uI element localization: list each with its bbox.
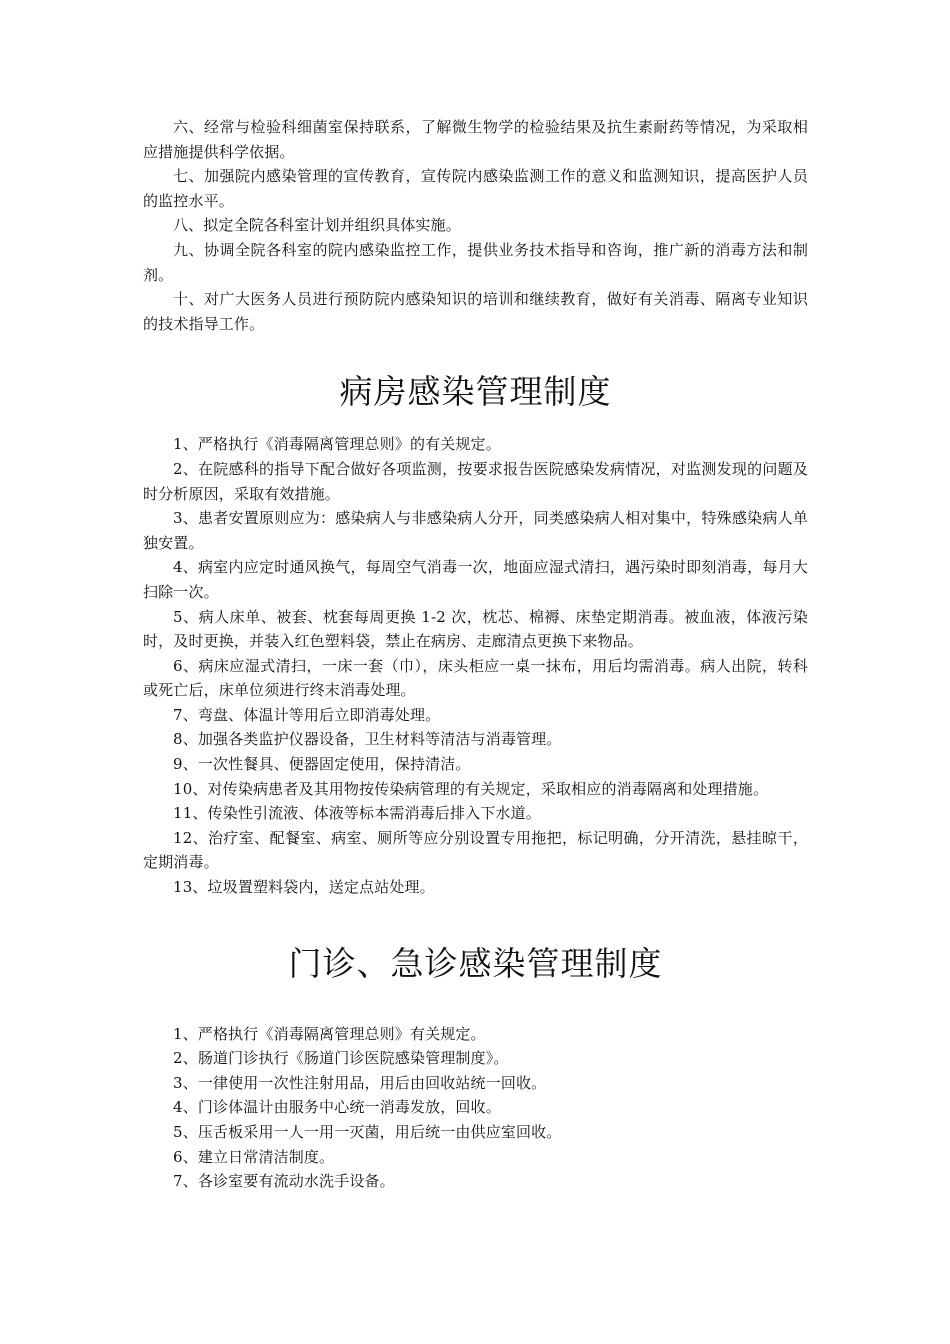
list-item: 5、压舌板采用一人一用一灭菌，用后统一由供应室回收。: [173, 1123, 562, 1141]
ward-section-title: 病房感染管理制度: [339, 372, 612, 412]
document-body: [143, 115, 808, 1194]
list-item: 七、加强院内感染管理的宣传教育，宣传院内感染监测工作的意义和监测知识，提高医护人员的监控水平。: [143, 167, 808, 210]
list-item: 八、拟定全院各科室计划并组织具体实施。: [173, 216, 461, 235]
list-item: 2、肠道门诊执行《肠道门诊医院感染管理制度》。: [173, 1049, 509, 1068]
list-item: 1、严格执行《消毒隔离管理总则》的有关规定。: [173, 435, 501, 454]
list-item: 12、治疗室、配餐室、病室、厕所等应分别设置专用拖把，标记明确，分开清洗，悬挂晾干，定期消毒。: [143, 828, 808, 872]
list-item: 10、对传染病患者及其用物按传染病管理的有关规定，采取相应的消毒隔离和处理措施。: [173, 779, 769, 798]
list-item: 九、协调全院各科室的院内感染监控工作，提供业务技术指导和咨询，推广新的消毒方法和制剂。: [143, 240, 808, 284]
list-item: 4、病室内应定时通风换气，每周空气消毒一次，地面应湿式清扫，遇污染时即刻消毒，每月大扫除一次。: [143, 558, 808, 601]
list-item: 5、病人床单、被套、枕套每周更换 1-2 次，枕芯、棉褥、床垫定期消毒。被血液，体液污染时，及时更换，并装入红色塑料袋，禁止在病房、走廊清点更换下来物品。: [143, 607, 808, 651]
list-item: 6、病床应湿式清扫，一床一套（巾），床头柜应一桌一抹布，用后均需消毒。病人出院，转科或死亡后，床单位须进行终末消毒处理。: [143, 656, 808, 700]
list-item: 4、门诊体温计由服务中心统一消毒发放，回收。: [173, 1098, 501, 1117]
list-item: 2、在院感科的指导下配合做好各项监测，按要求报告医院感染发病情况，对监测发现的问题及时分析原因，采取有效措施。: [143, 459, 808, 503]
list-item: 7、各诊室要有流动水洗手设备。: [173, 1172, 395, 1191]
list-item: 13、垃圾置塑料袋内，送定点站处理。: [173, 878, 435, 897]
list-item: 1、严格执行《消毒隔离管理总则》有关规定。: [173, 1024, 486, 1043]
list-item: 6、建立日常清洁制度。: [173, 1147, 335, 1166]
list-item: 8、加强各类监护仪器设备，卫生材料等清洁与消毒管理。: [173, 730, 562, 749]
list-item: 十、对广大医务人员进行预防院内感染知识的培训和继续教育，做好有关消毒、隔离专业知识的技术指导工作。: [143, 290, 808, 333]
list-item: 3、一律使用一次性注射用品，用后由回收站统一回收。: [173, 1073, 547, 1092]
list-item: 9、一次性餐具、便器固定使用，保持清洁。: [173, 755, 471, 774]
list-item: 六、经常与检验科细菌室保持联系，了解微生物学的检验结果及抗生素耐药等情况，为采取相应措施提供科学依据。: [143, 118, 808, 161]
list-item: 11、传染性引流液、体液等标本需消毒后排入下水道。: [173, 804, 541, 823]
list-item: 3、患者安置原则应为：感染病人与非感染病人分开，同类感染病人相对集中，特殊感染病人单独安置。: [143, 509, 808, 552]
clinic-item-list: [143, 1022, 808, 1194]
intro-item-list: [143, 115, 808, 336]
ward-item-list: [143, 432, 808, 899]
list-item: 7、弯盘、体温计等用后立即消毒处理。: [173, 705, 441, 724]
clinic-section-title: 门诊、急诊感染管理制度: [288, 943, 663, 983]
